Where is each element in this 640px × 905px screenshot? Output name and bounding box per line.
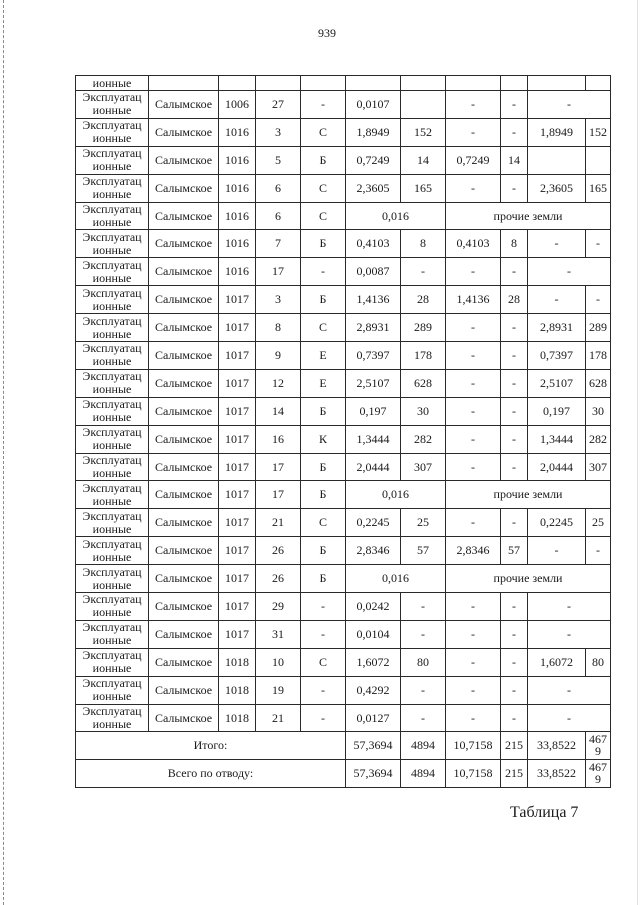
- cell-category: Эксплуатац ионные: [76, 286, 149, 314]
- cell-total-count: 178: [401, 342, 446, 370]
- cell-total-count: 152: [401, 118, 446, 146]
- scan-edge-left: [3, 0, 4, 905]
- table-row: [76, 258, 611, 286]
- sum-g3-area: 33,8522: [528, 732, 586, 760]
- cell-g2-area: -: [446, 342, 501, 370]
- cell-pad: 1018: [219, 648, 256, 676]
- cell-g3-area: 0,197: [528, 397, 586, 425]
- cell-total-area: 0,4292: [346, 676, 401, 704]
- cell-pad: 1017: [219, 565, 256, 593]
- cell-field: Салымское: [149, 537, 219, 565]
- cell-class: -: [301, 620, 346, 648]
- table-row: [76, 314, 611, 342]
- cell-empty: [346, 76, 401, 91]
- sum-g3-count-value: 4679: [588, 732, 607, 759]
- table-row: [76, 118, 611, 146]
- cell-well: 6: [256, 202, 301, 230]
- cell-total-count: -: [401, 704, 446, 732]
- cell-g2-area: -: [446, 593, 501, 621]
- table-row: [76, 91, 611, 119]
- cell-class: Б: [301, 397, 346, 425]
- cell-well: 16: [256, 425, 301, 453]
- cell-pad: 1017: [219, 286, 256, 314]
- cell-g2-count: -: [501, 342, 528, 370]
- cell-total-count: -: [401, 258, 446, 286]
- cell-field: Салымское: [149, 593, 219, 621]
- cell-g3-count: 282: [586, 425, 611, 453]
- table-row: [76, 509, 611, 537]
- cell-g2-area: -: [446, 91, 501, 119]
- cell-g2-count: -: [501, 369, 528, 397]
- cell-total-area: 2,8346: [346, 537, 401, 565]
- cell-category: Эксплуатац ионные: [76, 118, 149, 146]
- cell-total-count: 14: [401, 146, 446, 174]
- cell-field: Салымское: [149, 342, 219, 370]
- cell-total-count: 289: [401, 314, 446, 342]
- cell-g2-count: -: [501, 118, 528, 146]
- summary-label: Всего по отводу:: [76, 760, 346, 788]
- cell-category: Эксплуатац ионные: [76, 146, 149, 174]
- sum-g3-area: 33,8522: [528, 760, 586, 788]
- cell-total-area: 1,8949: [346, 118, 401, 146]
- cell-g2-area: 2,8346: [446, 537, 501, 565]
- cell-well: 6: [256, 174, 301, 202]
- cell-g3-area: 2,5107: [528, 369, 586, 397]
- cell-g2-area: -: [446, 174, 501, 202]
- cell-g3-count: 80: [586, 648, 611, 676]
- table-row-carryover: [76, 76, 611, 91]
- cell-total-area: 0,197: [346, 397, 401, 425]
- cell-total-area: 0,0242: [346, 593, 401, 621]
- cell-pad: 1018: [219, 704, 256, 732]
- cell-pad: 1016: [219, 146, 256, 174]
- cell-g2-count: -: [501, 425, 528, 453]
- cell-g3-count: 30: [586, 397, 611, 425]
- cell-category: Эксплуатац ионные: [76, 453, 149, 481]
- cell-well: 26: [256, 565, 301, 593]
- table-caption: Таблица 7: [510, 804, 579, 821]
- cell-g2-count: 28: [501, 286, 528, 314]
- cell-total-count: 8: [401, 230, 446, 258]
- page-number: 939: [318, 26, 336, 40]
- cell-total-merged: 0,016: [346, 565, 446, 593]
- cell-pad: 1017: [219, 509, 256, 537]
- cell-class: -: [301, 704, 346, 732]
- cell-well: 21: [256, 704, 301, 732]
- cell-g3-area: 1,3444: [528, 425, 586, 453]
- cell-category: Эксплуатац ионные: [76, 369, 149, 397]
- cell-field: Салымское: [149, 286, 219, 314]
- cell-category: Эксплуатац ионные: [76, 593, 149, 621]
- cell-well: 27: [256, 91, 301, 119]
- cell-g2-area: -: [446, 620, 501, 648]
- cell-well: 9: [256, 342, 301, 370]
- cell-class: Б: [301, 146, 346, 174]
- cell-g2-count: 8: [501, 230, 528, 258]
- cell-well: 5: [256, 146, 301, 174]
- cell-total-area: 1,4136: [346, 286, 401, 314]
- table-row: [76, 676, 611, 704]
- cell-total-area: 2,3605: [346, 174, 401, 202]
- cell-g2-area: 0,7249: [446, 146, 501, 174]
- cell-well: 31: [256, 620, 301, 648]
- cell-total-count: 628: [401, 369, 446, 397]
- cell-total-count: 25: [401, 509, 446, 537]
- cell-empty: [501, 76, 528, 91]
- table-row: [76, 230, 611, 258]
- cell-total-area: 1,6072: [346, 648, 401, 676]
- cell-total-area: 0,2245: [346, 509, 401, 537]
- cell-empty: [149, 76, 219, 91]
- cell-category: Эксплуатац ионные: [76, 258, 149, 286]
- cell-g3-area: -: [528, 286, 586, 314]
- scan-edge-right: [637, 0, 638, 905]
- cell-field: Салымское: [149, 369, 219, 397]
- cell-g3-merged: -: [528, 593, 611, 621]
- cell-category: Эксплуатац ионные: [76, 620, 149, 648]
- cell-g3-merged: -: [528, 258, 611, 286]
- cell-total-area: 2,0444: [346, 453, 401, 481]
- cell-g3-area: -: [528, 537, 586, 565]
- cell-g2-count: -: [501, 258, 528, 286]
- cell-g3-area: 1,6072: [528, 648, 586, 676]
- cell-pad: 1017: [219, 369, 256, 397]
- cell-g3-count: -: [586, 230, 611, 258]
- cell-total-area: 0,7249: [346, 146, 401, 174]
- table-row: [76, 369, 611, 397]
- sum-total-count: 4894: [401, 760, 446, 788]
- cell-category: Эксплуатац ионные: [76, 174, 149, 202]
- cell-class: С: [301, 509, 346, 537]
- cell-category: ионные: [76, 76, 149, 91]
- cell-class: С: [301, 118, 346, 146]
- cell-g2-area: -: [446, 314, 501, 342]
- cell-note: прочие земли: [446, 481, 611, 509]
- cell-well: 12: [256, 369, 301, 397]
- cell-class: С: [301, 202, 346, 230]
- cell-pad: 1016: [219, 258, 256, 286]
- summary-row: [76, 760, 611, 788]
- cell-g2-count: -: [501, 314, 528, 342]
- cell-total-merged: 0,016: [346, 202, 446, 230]
- cell-pad: 1017: [219, 453, 256, 481]
- cell-g3-area: 0,2245: [528, 509, 586, 537]
- cell-pad: 1016: [219, 118, 256, 146]
- cell-total-count: -: [401, 620, 446, 648]
- cell-total-area: 0,4103: [346, 230, 401, 258]
- cell-total-merged: 0,016: [346, 481, 446, 509]
- sum-g3-count: [586, 732, 611, 760]
- cell-pad: 1016: [219, 230, 256, 258]
- table-row: [76, 453, 611, 481]
- cell-empty: [219, 76, 256, 91]
- cell-field: Салымское: [149, 620, 219, 648]
- cell-class: С: [301, 648, 346, 676]
- cell-well: 14: [256, 397, 301, 425]
- table-row: [76, 425, 611, 453]
- cell-total-count: 80: [401, 648, 446, 676]
- cell-class: С: [301, 174, 346, 202]
- sum-g2-area: 10,7158: [446, 760, 501, 788]
- cell-well: 17: [256, 258, 301, 286]
- cell-total-count: 307: [401, 453, 446, 481]
- cell-g3-merged: -: [528, 91, 611, 119]
- table-row: [76, 174, 611, 202]
- allotment-table: [75, 75, 611, 788]
- cell-total-count: 57: [401, 537, 446, 565]
- cell-field: Салымское: [149, 481, 219, 509]
- sum-total-area: 57,3694: [346, 732, 401, 760]
- cell-g2-area: -: [446, 453, 501, 481]
- cell-class: Б: [301, 481, 346, 509]
- cell-field: Салымское: [149, 676, 219, 704]
- cell-g2-area: -: [446, 258, 501, 286]
- cell-g2-count: -: [501, 704, 528, 732]
- cell-field: Салымское: [149, 118, 219, 146]
- cell-well: 17: [256, 481, 301, 509]
- cell-field: Салымское: [149, 648, 219, 676]
- cell-class: Е: [301, 342, 346, 370]
- cell-field: Салымское: [149, 174, 219, 202]
- cell-well: 3: [256, 118, 301, 146]
- cell-note: прочие земли: [446, 565, 611, 593]
- cell-g3-area: -: [528, 230, 586, 258]
- cell-pad: 1017: [219, 620, 256, 648]
- sum-g3-count-value: 4679: [588, 760, 607, 787]
- cell-field: Салымское: [149, 453, 219, 481]
- cell-class: К: [301, 425, 346, 453]
- cell-pad: 1016: [219, 174, 256, 202]
- cell-class: С: [301, 314, 346, 342]
- cell-field: Салымское: [149, 425, 219, 453]
- cell-total-count: 28: [401, 286, 446, 314]
- cell-g3-count: 307: [586, 453, 611, 481]
- cell-pad: 1017: [219, 342, 256, 370]
- cell-pad: 1017: [219, 397, 256, 425]
- summary-label: Итого:: [76, 732, 346, 760]
- cell-g3-count: -: [586, 286, 611, 314]
- cell-g3-area: 2,8931: [528, 314, 586, 342]
- table-row: [76, 286, 611, 314]
- cell-pad: 1006: [219, 91, 256, 119]
- table-row: [76, 342, 611, 370]
- cell-g3-count: 289: [586, 314, 611, 342]
- cell-field: Салымское: [149, 565, 219, 593]
- cell-g2-count: -: [501, 397, 528, 425]
- table-row: [76, 397, 611, 425]
- cell-g3-area: 2,3605: [528, 174, 586, 202]
- cell-well: 8: [256, 314, 301, 342]
- sum-g2-area: 10,7158: [446, 732, 501, 760]
- cell-g2-count: -: [501, 620, 528, 648]
- cell-well: 29: [256, 593, 301, 621]
- cell-field: Салымское: [149, 230, 219, 258]
- cell-well: 21: [256, 509, 301, 537]
- cell-g2-count: -: [501, 174, 528, 202]
- cell-category: Эксплуатац ионные: [76, 342, 149, 370]
- cell-total-count: -: [401, 593, 446, 621]
- cell-total-area: 0,7397: [346, 342, 401, 370]
- cell-field: Салымское: [149, 314, 219, 342]
- cell-class: -: [301, 593, 346, 621]
- cell-g3-merged: -: [528, 620, 611, 648]
- cell-pad: 1017: [219, 425, 256, 453]
- table-row: [76, 620, 611, 648]
- cell-category: Эксплуатац ионные: [76, 397, 149, 425]
- cell-g3-merged: -: [528, 704, 611, 732]
- cell-field: Салымское: [149, 397, 219, 425]
- cell-class: Б: [301, 537, 346, 565]
- cell-g2-area: -: [446, 704, 501, 732]
- cell-field: Салымское: [149, 91, 219, 119]
- cell-total-area: 0,0104: [346, 620, 401, 648]
- table-row: [76, 537, 611, 565]
- cell-pad: 1016: [219, 202, 256, 230]
- cell-well: 19: [256, 676, 301, 704]
- table-row: [76, 565, 611, 593]
- cell-empty: [256, 76, 301, 91]
- cell-g2-count: -: [501, 676, 528, 704]
- cell-total-count: [401, 91, 446, 119]
- cell-g3-area: 0,7397: [528, 342, 586, 370]
- cell-pad: 1017: [219, 314, 256, 342]
- table-row: [76, 593, 611, 621]
- table-row: [76, 202, 611, 230]
- cell-g2-area: 0,4103: [446, 230, 501, 258]
- cell-category: Эксплуатац ионные: [76, 481, 149, 509]
- cell-class: Е: [301, 369, 346, 397]
- cell-g2-count: 57: [501, 537, 528, 565]
- cell-pad: 1017: [219, 537, 256, 565]
- cell-category: Эксплуатац ионные: [76, 648, 149, 676]
- cell-category: Эксплуатац ионные: [76, 202, 149, 230]
- cell-well: 7: [256, 230, 301, 258]
- cell-category: Эксплуатац ионные: [76, 704, 149, 732]
- table-body: [76, 76, 611, 788]
- cell-total-count: 30: [401, 397, 446, 425]
- cell-g3-count: 152: [586, 118, 611, 146]
- cell-total-count: -: [401, 676, 446, 704]
- cell-empty: [586, 76, 611, 91]
- cell-g2-count: -: [501, 593, 528, 621]
- cell-pad: 1018: [219, 676, 256, 704]
- cell-empty: [301, 76, 346, 91]
- cell-g2-area: -: [446, 118, 501, 146]
- cell-field: Салымское: [149, 258, 219, 286]
- cell-category: Эксплуатац ионные: [76, 425, 149, 453]
- cell-class: Б: [301, 453, 346, 481]
- cell-category: Эксплуатац ионные: [76, 91, 149, 119]
- cell-total-area: 0,0107: [346, 91, 401, 119]
- cell-category: Эксплуатац ионные: [76, 509, 149, 537]
- cell-total-area: 2,8931: [346, 314, 401, 342]
- cell-total-count: 282: [401, 425, 446, 453]
- cell-total-area: 0,0087: [346, 258, 401, 286]
- cell-g2-area: -: [446, 397, 501, 425]
- cell-note: прочие земли: [446, 202, 611, 230]
- cell-g3-area: 1,8949: [528, 118, 586, 146]
- cell-g3-count: 25: [586, 509, 611, 537]
- sum-g2-count: 215: [501, 760, 528, 788]
- summary-row: [76, 732, 611, 760]
- sum-total-area: 57,3694: [346, 760, 401, 788]
- cell-well: 3: [256, 286, 301, 314]
- cell-category: Эксплуатац ионные: [76, 314, 149, 342]
- sum-g2-count: 215: [501, 732, 528, 760]
- table-row: [76, 704, 611, 732]
- table-row: [76, 146, 611, 174]
- cell-g2-area: -: [446, 648, 501, 676]
- cell-g2-count: -: [501, 453, 528, 481]
- cell-g2-count: -: [501, 648, 528, 676]
- cell-g3-area: 2,0444: [528, 453, 586, 481]
- cell-total-area: 0,0127: [346, 704, 401, 732]
- cell-class: Б: [301, 286, 346, 314]
- cell-g2-area: -: [446, 369, 501, 397]
- cell-well: 17: [256, 453, 301, 481]
- cell-total-count: 165: [401, 174, 446, 202]
- cell-class: Б: [301, 565, 346, 593]
- cell-g3-count: 165: [586, 174, 611, 202]
- cell-class: -: [301, 676, 346, 704]
- cell-category: Эксплуатац ионные: [76, 537, 149, 565]
- cell-empty: [446, 76, 501, 91]
- cell-g2-area: -: [446, 509, 501, 537]
- cell-field: Салымское: [149, 146, 219, 174]
- cell-empty: [528, 76, 586, 91]
- cell-g3-count: 178: [586, 342, 611, 370]
- cell-empty: [401, 76, 446, 91]
- cell-g2-count: 14: [501, 146, 528, 174]
- cell-g2-area: 1,4136: [446, 286, 501, 314]
- table-row: [76, 648, 611, 676]
- cell-category: Эксплуатац ионные: [76, 230, 149, 258]
- cell-g2-count: -: [501, 91, 528, 119]
- sum-total-count: 4894: [401, 732, 446, 760]
- cell-total-area: 1,3444: [346, 425, 401, 453]
- cell-total-area: 2,5107: [346, 369, 401, 397]
- cell-g3-merged: -: [528, 676, 611, 704]
- cell-g2-area: -: [446, 425, 501, 453]
- cell-well: 26: [256, 537, 301, 565]
- cell-class: Б: [301, 230, 346, 258]
- cell-category: Эксплуатац ионные: [76, 565, 149, 593]
- cell-well: 10: [256, 648, 301, 676]
- cell-g3-count: 628: [586, 369, 611, 397]
- cell-pad: 1017: [219, 481, 256, 509]
- cell-class: -: [301, 258, 346, 286]
- cell-g2-area: -: [446, 676, 501, 704]
- cell-g3-area: [528, 146, 586, 174]
- cell-g3-count: [586, 146, 611, 174]
- cell-field: Салымское: [149, 704, 219, 732]
- cell-category: Эксплуатац ионные: [76, 676, 149, 704]
- cell-field: Салымское: [149, 509, 219, 537]
- cell-g2-count: -: [501, 509, 528, 537]
- cell-field: Салымское: [149, 202, 219, 230]
- sum-g3-count: [586, 760, 611, 788]
- table-row: [76, 481, 611, 509]
- cell-pad: 1017: [219, 593, 256, 621]
- cell-class: -: [301, 91, 346, 119]
- cell-g3-count: -: [586, 537, 611, 565]
